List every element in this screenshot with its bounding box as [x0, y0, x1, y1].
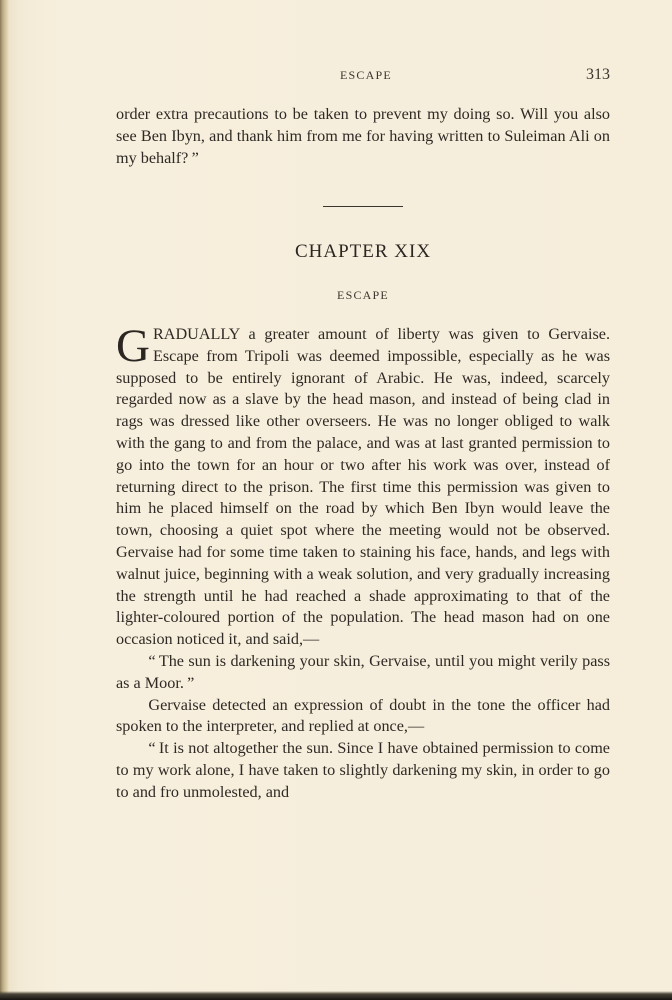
page-number: 313 — [586, 66, 610, 83]
continuation-text: order extra precautions to be taken to prevent my doing so. Will you also see Ben Ibyn, and thank him from me for having written to Suleiman Ali on my behalf? ” — [116, 105, 610, 167]
chapter-body — [116, 320, 610, 804]
book-spine-shadow — [0, 0, 9, 1000]
continuation-paragraph — [116, 104, 610, 169]
section-divider — [323, 206, 403, 207]
drop-cap: G — [116, 320, 150, 372]
running-title: ESCAPE — [340, 68, 392, 82]
paragraph: “ It is not altogether the sun. Since I have obtained permission to come to my work alone, I have taken to slightly darkening my skin, in order to go to and fro unmolested, and — [116, 739, 610, 801]
page-bottom-edge — [0, 991, 672, 1000]
paragraph: “ The sun is darkening your skin, Gervaise, until you might verily pass as a Moor. ” — [116, 651, 610, 692]
paragraph: Gervaise detected an expression of doubt in the tone the officer had spoken to the interpreter, and replied at once,— — [116, 695, 610, 736]
chapter-number: CHAPTER XIX — [294, 241, 432, 262]
chapter-title: ESCAPE — [337, 288, 389, 302]
opening-paragraph — [116, 320, 610, 651]
opening-paragraph-text: RADUALLY a greater amount of liberty was given to Gervaise. Escape from Tripoli was deemed impossible, especially as he was supposed to be entirely ignorant of Arabic. He was, indeed, scarcely regarded now as a slave by the head mason, and instead of being clad in rags was dressed like other overseers. He was no longer obliged to walk with the gang to and from the palace, and was at last granted permission to go into the town for an hour or two after his work was over, instead of returning direct to the prison. The first time this permission was given to him he placed himself on the road by which Ben Ibyn would leave the town, choosing a quiet spot where the meeting would not be observed. Gervaise had for some time taken to staining his face, hands, and legs with walnut juice, beginning with a weak solution, and very gradually increasing the strength until he had reached a shade approximating to that of the lighter-coloured portion of the population. The head mason had on one occasion noticed it, and said,— — [116, 325, 610, 649]
running-head — [0, 66, 672, 86]
